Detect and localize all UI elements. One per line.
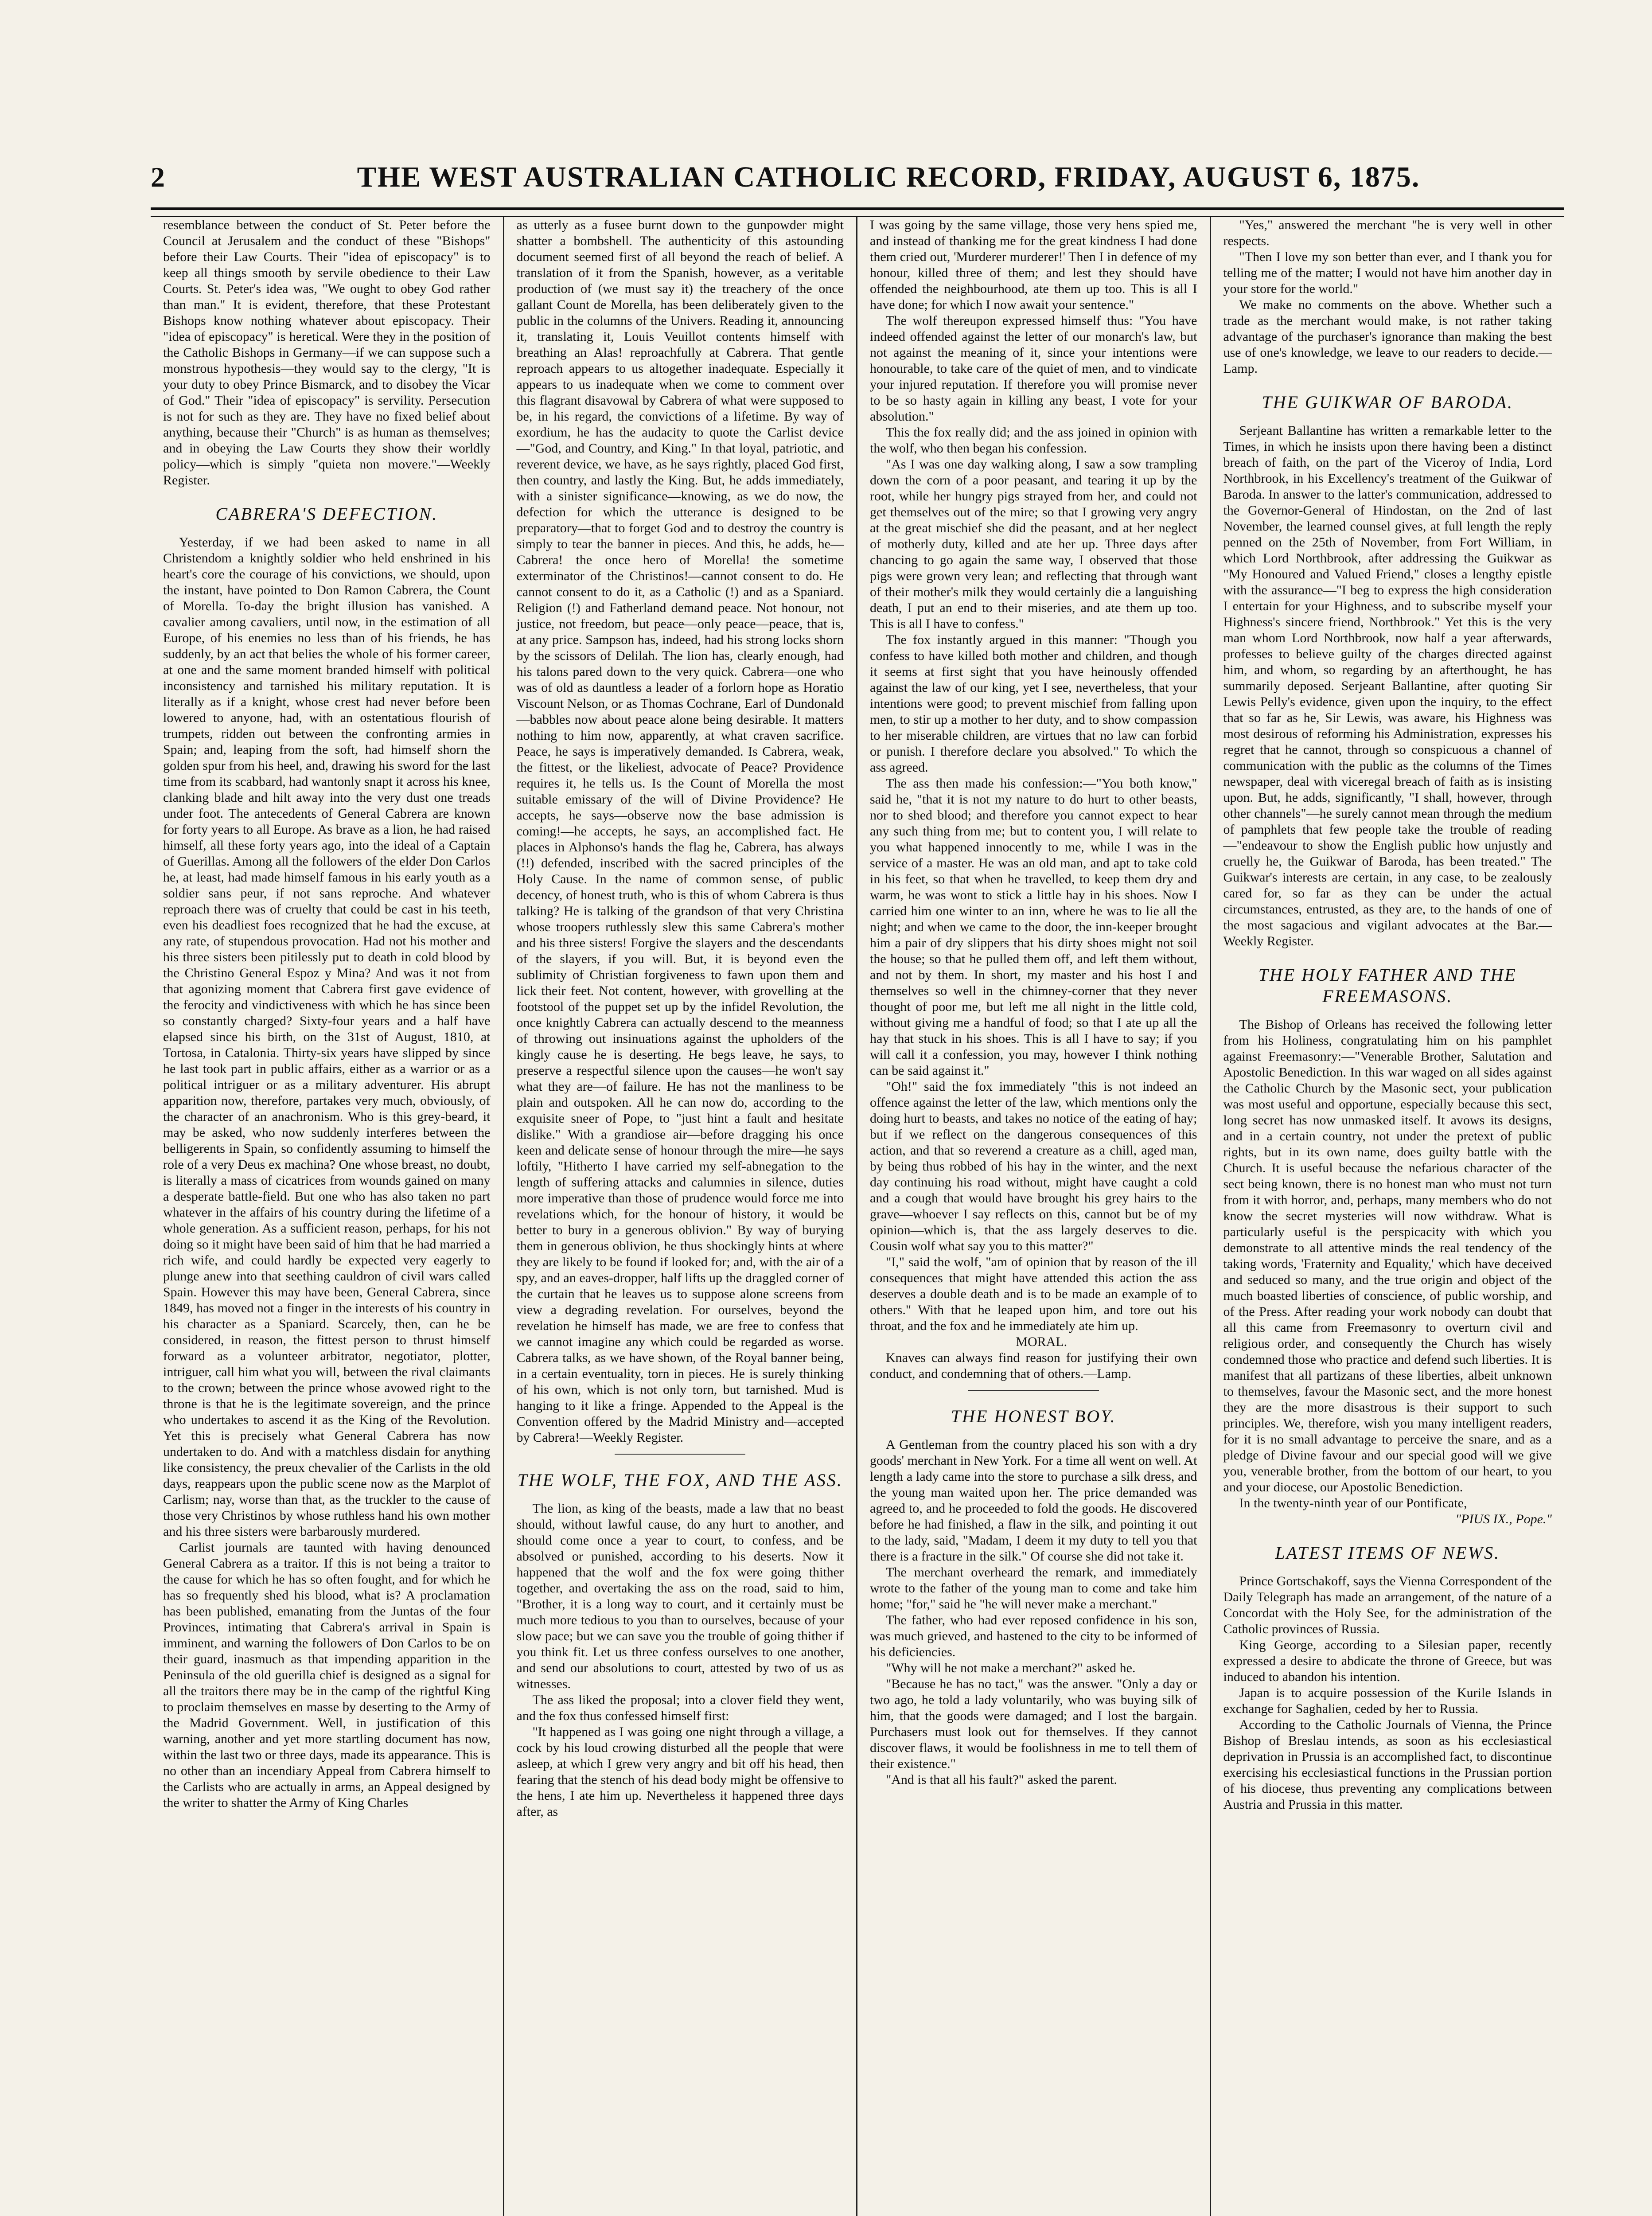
article-text: This the fox really did; and the ass joined in opinion with the wolf, who then began his confession.	[870, 425, 1197, 456]
article-text: "And is that all his fault?" asked the parent.	[886, 1772, 1117, 1787]
section-divider	[968, 1390, 1099, 1391]
article-text: "Why will he not make a merchant?" asked he.	[886, 1661, 1136, 1675]
article-text: The father, who had ever reposed confidence in his son, was much grieved, and hastened to the city to be informed of his deficiencies.	[870, 1613, 1197, 1659]
article-text: Japan is to acquire possession of the Kurile Islands in exchange for Saghalien, ceded by her to Russia.	[1223, 1685, 1552, 1716]
page-header	[151, 151, 1564, 204]
article-text: "It happened as I was going one night through a village, a cock by his loud crowing disturbed all the people that were asleep, at which I grew very angry and bit off his head, then fearing that the stench of his dead body might be offensive to the hens, I ate him up. Nevertheless it happened three days after, as	[516, 1724, 844, 1819]
article-text: "I," said the wolf, "am of opinion that by reason of the ill consequences that might have attended this action the ass deserves a double death and is to be made an example of to others." With that he leaped upon him, and tore out his throat, and the fox and he immediately ate him up.	[870, 1255, 1197, 1333]
section-title: THE WOLF, THE FOX, AND THE ASS.	[517, 1470, 843, 1490]
article-text: The ass liked the proposal; into a clover field they went, and the fox thus confessed himself first:	[516, 1693, 844, 1723]
section-title: CABRERA'S DEFECTION.	[215, 504, 438, 524]
article-text: King George, according to a Silesian paper, recently expressed a desire to abdicate the throne of Greece, but was induced to abandon his intention.	[1223, 1638, 1552, 1684]
newspaper-page	[151, 151, 1564, 2216]
column-4	[1211, 217, 1565, 2216]
article-text: A Gentleman from the country placed his son with a dry goods' merchant in New York. For a time all went on well. At length a lady came into the store to purchase a silk dress, and the young man waited upon her. The price demanded was agreed to, and he proceeded to fold the goods. He discovered before he had finished, a flaw in the silk, and pointing it out to the lady, said, "Madam, I deem it my duty to tell you that there is a fracture in the silk." Of course she did not take it.	[870, 1437, 1197, 1564]
article-text: I was going by the same village, those very hens spied me, and instead of thanking me for the great kindness I had done them cried out, 'Murderer murderer!' Then I in defence of my honour, killed three of them; and lest they should have offended the neighbourhood, ate them up too. This is all I have done; for which I now await your sentence."	[870, 218, 1197, 312]
article-text: In the twenty-ninth year of our Pontificate,	[1239, 1496, 1467, 1510]
article-text: The Bishop of Orleans has received the following letter from his Holiness, congratulating him on his pamphlet against Freemasonry:—"Venerable Brother, Salutation and Apostolic Benediction. In this war waged on all sides against the Catholic Church by the Masonic sect, your publication was most useful and opportune, especially because this sect, long secret has now unmasked itself. It avows its designs, and in a certain country, not under the pretext of public rights, but in its own name, does guilty battle with the Church. It is useful because the nefarious character of the sect being known, there is no honest man who must not turn from it with horror, and, perhaps, many members who do not know the secret mysteries will now withdraw. What is particularly useful is the perspicacity with which you demonstrate to all attentive minds the real tendency of the taking words, 'Fraternity and Equality,' which have deceived and seduced so many, and the true origin and object of the much boasted liberties of conscience, of public worship, and of the Press. After reading your work nobody can doubt that all this came from Freemasonry to overturn civil and religious order, and consequently the Church has wisely condemned those who practice and defend such liberties. It is manifest that all partizans of these liberties, albeit unknown to themselves, favour the Masonic sect, and the more honest they are the more disastrous is their support to such principles. We, therefore, wish you many intelligent readers, for it is no small advantage to perceive the snare, and as a pledge of Divine favour and our special good will we give you, venerable brother, from the bottom of our heart, to you and your diocese, our Apostolic Benediction.	[1223, 1017, 1552, 1494]
moral-heading: MORAL.	[1016, 1334, 1068, 1349]
section-title: THE GUIKWAR OF BARODA.	[1262, 392, 1514, 412]
article-text: "Because he has no tact," was the answer. "Only a day or two ago, he told a lady voluntarily, who was buying silk of him, that the goods were damaged; and I lost the bargain. Purchasers must look out for themselves. If they cannot discover flaws, it would be foolishness in me to tell them of their existence."	[870, 1677, 1197, 1771]
signature: "PIUS IX., Pope."	[1455, 1512, 1552, 1526]
article-text: Serjeant Ballantine has written a remarkable letter to the Times, in which he insists upon there having been a distinct breach of faith, on the part of the Viceroy of India, Lord Northbrook, in his Excellency's treatment of the Guikwar of Baroda. In answer to the latter's communication, addressed to the Governor-General of Hindostan, on the 2nd of last November, the learned counsel gives, at full length the reply penned on the 25th of November, from Fort William, in which Lord Northbrook, after addressing the Guikwar as "My Honoured and Valued Friend," closes a lengthy epistle with the assurance—"I beg to express the high consideration I entertain for your Highness, and to subscribe myself your Highness's sincere friend, Northbrook." Yet this is the very man whom Lord Northbrook, now half a year afterwards, professes to believe guilty of the charges directed against him, and whom, so regarding by an afterthought, he has summarily deposed. Serjeant Ballantine, after quoting Sir Lewis Pelly's evidence, given upon the inquiry, to the effect that so far as he, Sir Lewis, was aware, his Highness was most desirous of reforming his Administration, expresses his regret that he cannot, through so conspicuous a channel of communication with the public as the columns of the Times newspaper, deal with viceregal breach of faith as is insisting upon. But, he adds, significantly, "I shall, however, through other channels"—he surely cannot mean through the medium of pamphlets that few people take the trouble of reading—"endeavour to show the English public how unjustly and cruelly he, the Guikwar of Baroda, has been treated." The Guikwar's interests are certain, in any case, to be zealously cared for, so far as they can be under the actual circumstances, entrusted, as they are, to the hands of one of the most sagacious and vigilant advocates at the Bar.—Weekly Register.	[1223, 423, 1552, 948]
section-title: THE HONEST BOY.	[951, 1406, 1116, 1426]
column-1	[151, 217, 504, 2216]
article-text: "Yes," answered the merchant "he is very well in other respects.	[1223, 218, 1552, 248]
article-text: Yesterday, if we had been asked to name in all Christendom a knightly soldier who held enshrined in his heart's core the courage of his convictions, we should, upon the instant, have pointed to Don Ramon Cabrera, the Count of Morella. To-day the bright illusion has vanished. A cavalier among cavaliers, until now, in the estimation of all Europe, of his enemies no less than of his friends, he has suddenly, by an act that belies the whole of his former career, at one and the same moment branded himself with political inconsistency and tarnished his military reputation. It is literally as if a knight, whose crest had never before been lowered to anyone, had, with an ostentatious flourish of trumpets, ridden out between the confronting armies in Spain; and, leaping from the soft, had himself shorn the golden spur from his heel, and, drawing his sword for the last time from its scabbard, had wantonly snapt it across his knee, clanking blade and hilt away into the very dust one treads under foot. The antecedents of General Cabrera are known for forty years to all Europe. As brave as a lion, he had raised himself, all these forty years ago, into the ideal of a Captain of Guerillas. Among all the followers of the elder Don Carlos he, at least, had made himself famous in his early youth as a soldier sans peur, if not sans reproche. And whatever reproach there was of cruelty that could be cast in his teeth, even his deadliest foes recognized that he had the excuse, at any rate, of stupendous provocation. Had not his mother and his three sisters been pitilessly put to death in cold blood by the Christino General Espoz y Mina? And was it not from that agonizing moment that Cabrera first gave evidence of the ferocity and vindictiveness with which he has since been so constantly charged? Sixty-four years and a half have elapsed since his birth, on the 31st of August, 1810, at Tortosa, in Catalonia. Thirty-six years have slipped by since he last took part in public affairs, either as a warrior or as a political intriguer or as a military adventurer. His abrupt apparition now, therefore, partakes very much, obviously, of the character of an anachronism. Who is this grey-beard, it may be asked, who now suddenly interferes between the belligerents in Spain, so confidently assuming to himself the role of a very Deus ex machina? One whose breast, no doubt, is literally a mass of cicatrices from wounds gained on many a desperate battle-field. But one who has also taken no part whatever in the affairs of his country during the lifetime of a whole generation. As a sufficient reason, perhaps, for his not doing so it might have been said of him that he had married a rich wife, and could hardly be expected very eagerly to plunge anew into that seething cauldron of civil wars called Spain. However this may have been, General Cabrera, since 1849, has moved not a finger in the interests of his country in his character as a Spaniard. Scarcely, then, can he be considered, in reason, the fittest person to thrust himself forward as a volunteer arbitrator, negotiator, plotter, intriguer, call him what you will, between the rival claimants to the crown; between the prince whose avowed right to the throne is that he is the legitimate sovereign, and the prince who undertakes to ascend it as the King of the Revolution. Yet this is precisely what General Cabrera has now undertaken to do. And with a matchless disdain for anything like consistency, the preux chevalier of the Carlists in the old days, reappears upon the public scene now as the Marplot of Carlism; nay, worse than that, as the truckler to the cause of those very Christinos by whose ruthless hand his own mother and his three sisters were barbarously murdered.	[163, 535, 491, 1539]
column-2	[504, 217, 858, 2216]
page-number: 2	[151, 161, 165, 193]
section-title: THE HOLY FATHER AND THE FREEMASONS.	[1258, 965, 1517, 1006]
article-text: We make no comments on the above. Whether such a trade as the merchant would make, is not rather taking advantage of the purchaser's ignorance than making the best use of one's knowledge, we leave to our readers to decide.—Lamp.	[1223, 297, 1552, 376]
section-divider	[615, 1454, 745, 1455]
masthead-title: THE WEST AUSTRALIAN CATHOLIC RECORD, FRIDAY, AUGUST 6, 1875.	[357, 161, 1420, 193]
article-columns	[151, 217, 1564, 2216]
article-text: resemblance between the conduct of St. Peter before the Council at Jerusalem and the conduct of these "Bishops" before their Law Courts. Their "idea of episcopacy" is to keep all things smooth by servile obedience to their Law Courts. St. Peter's idea was, "We ought to obey God rather than man." It is evident, therefore, that these Protestant Bishops know nothing whatever about episcopacy. Their "idea of episcopacy" is heretical. Were they in the position of the Catholic Bishops in Germany—if we can suppose such a monstrous hypothesis—they would say to the clergy, "It is your duty to obey Prince Bismarck, and to disobey the Vicar of God." Their "idea of episcopacy" is servility. Persecution is not for such as they are. They have no fixed belief about anything, because their "Church" is as human as themselves; and in obeying the Law Courts they show their worldly policy—which is simply "quieta non movere."—Weekly Register.	[163, 218, 491, 488]
article-text: The fox instantly argued in this manner: "Though you confess to have killed both mother and children, and though it seems at first sight that you have heinously offended against the law of our king, yet I see, nevertheless, that your intentions were good; to prevent mischief from falling upon men, to stir up a mother to her duty, and to show compassion to her miserable children, are virtues that no law can forbid or punish. I therefore declare you absolved." To which the ass agreed.	[870, 632, 1197, 775]
section-title: LATEST ITEMS OF NEWS.	[1275, 1543, 1500, 1563]
article-text: The ass then made his confession:—"You both know," said he, "that it is not my nature to do hurt to other beasts, nor to shed blood; and therefore you cannot expect to hear any such thing from me; but to content you, I will relate to you what happened innocently to me, while I was in the service of a master. He was an old man, and apt to take cold in his feet, so that when he travelled, to keep them dry and warm, he was wont to stick a little hay in his shoes. Now I carried him one winter to an inn, where he was to lie all the night; and when we came to the door, the inn-keeper brought him a pair of dry slippers that his dirty shoes might not soil the house; so that he pulled them off, and left them without, and not by them. In short, my master and his host I and themselves so well in the chimney-corner that they never thought of poor me, but left me all night in the little cold, without giving me a handful of food; so that I ate up all the hay that stuck in his shoes. This is all I have to say; if you will call it a confession, you may, however I think nothing can be said against it."	[870, 776, 1197, 1078]
article-text: as utterly as a fusee burnt down to the gunpowder might shatter a bombshell. The authenticity of this astounding document seemed first of all beyond the reach of belief. A translation of it from the Spanish, however, as a veritable production of (we must say it) the treachery of the once gallant Count de Morella, has been deliberately given to the public in the columns of the Univers. Reading it, announcing it, translating it, Louis Veuillot contents himself with breathing an Alas! reproachfully at Cabrera. That gentle reproach appears to us altogether inadequate. Especially it appears to us inadequate when we come to comment over this flagrant disavowal by Cabrera of what were supposed to be, in his regard, the convictions of a lifetime. By way of exordium, he has the audacity to quote the Carlist device—"God, and Country, and King." In that loyal, patriotic, and reverent device, we have, as he says rightly, placed God first, then country, and lastly the King. But, he adds immediately, with a sinister significance—knowing, as we do now, the defection for which the utterance is designed to be preparatory—that to forget God and to destroy the country is simply to tear the banner in pieces. And this, he adds, he—Cabrera! the once hero of Morella! the sometime exterminator of the Christinos!—cannot consent to do. He cannot consent to do it, as a Catholic (!) and as a Spaniard. Religion (!) and Fatherland demand peace. Not honour, not justice, not freedom, but peace—only peace—peace, that is, at any price. Sampson has, indeed, had his strong locks shorn by the scissors of Delilah. The lion has, clearly enough, had his talons pared down to the very quick. Cabrera—one who was of old as dauntless a leader of a forlorn hope as Horatio Viscount Nelson, or as Thomas Cochrane, Earl of Dundonald—babbles now about peace alone being desirable. It matters nothing to him now, apparently, at what craven sacrifice. Peace, he says is imperatively demanded. Is Cabrera, weak, the fittest, or the likeliest, advocate of Peace? Providence requires it, he tells us. Is the Count of Morella the most suitable emissary of the will of Divine Providence? He accepts, he says—observe now the base admission is coming!—he accepts, he says, an accomplished fact. He places in Alphonso's hands the flag he, Cabrera, has always (!!) defended, inscribed with the sacred principles of the Holy Cause. In the name of common sense, of public decency, of honest truth, who is this of whom Cabrera is thus talking? He is talking of the grandson of that very Christina whose troopers ruthlessly slew this same Cabrera's mother and his three sisters! Forgive the slayers and the descendants of the slayers, if you will. But, it is beyond even the sublimity of Christian forgiveness to fawn upon them and lick their feet. Not content, however, with grovelling at the footstool of the puppet set up by the infidel Revolution, the once knightly Cabrera can actually descend to the meanness of throwing out insinuations against the upholders of the kingly cause he is deserting. He begs leave, he says, to preserve a respectful silence upon the causes—he won't say what they are—of failure. He has not the manliness to be plain and outspoken. All he can now do, according to the exquisite sneer of Pope, to "just hint a fault and hesitate dislike." With a grandiose air—before dragging his once keen and delicate sense of honour through the mire—he says loftily, "Hitherto I have carried my self-abnegation to the length of suffering attacks and calumnies in silence, duties more imperative than those of prudence would force me into revelations which, for the honour of history, it would be better to bury in a generous oblivion." By way of burying them in generous oblivion, he thus shockingly hints at where they are likely to be found if looked for; and, with the air of a spy, and an eaves-dropper, half lifts up the draggled corner of the curtain that he leaves us to suppose alone screens from view a degrading revelation. For ourselves, beyond the revelation he himself has made, we are free to confess that we cannot imagine any which could be regarded as worse. Cabrera talks, as we have shown, of the Royal banner being, in a certain eventuality, torn in pieces. He is surely thinking of his own, which is not only torn, but tarnished. Mud is hanging to it like a fringe. Appended to the Appeal is the Convention offered by the Madrid Ministry and—accepted by Cabrera!—Weekly Register.	[516, 218, 844, 1445]
article-text: "Oh!" said the fox immediately "this is not indeed an offence against the letter of the law, which mentions only the doing hurt to beasts, and takes no notice of the eating of hay; but if we reflect on the dangerous consequences of this action, and that so reverend a creature as a chill, aged man, by being thus robbed of his hay in the winter, and the next day continuing his road without, might have caught a cold and a cough that would have brought his grey hairs to the grave—whoever I say reflects on this, cannot but be of my opinion—which is, that the ass largely deserves to die. Cousin wolf what say you to this matter?"	[870, 1079, 1197, 1253]
article-text: The merchant overheard the remark, and immediately wrote to the father of the young man to come and take him home; "for," said he "he will never make a merchant."	[870, 1565, 1197, 1611]
header-rule	[151, 207, 1564, 217]
article-text: Prince Gortschakoff, says the Vienna Correspondent of the Daily Telegraph has made an arrangement, of the nature of a Concordat with the Holy See, for the administration of the Catholic provinces of Russia.	[1223, 1574, 1552, 1636]
article-text: "Then I love my son better than ever, and I thank you for telling me of the matter; I would not have him another day in your store for the world."	[1223, 250, 1552, 296]
article-text: Carlist journals are taunted with having denounced General Cabrera as a traitor. If this is not being a traitor to the cause for which he has so often fought, and for which he has so frequently shed his blood, what is? A proclamation has been published, emanating from the Juntas of the four Provinces, intimating that Cabrera's arrival in Spain is imminent, and warning the followers of Don Carlos to be on their guard, inasmuch as that impending apparition in the Peninsula of the old guerilla chief is designed as a signal for all the traitors there may be in the camp of the rightful King to proclaim themselves en masse by deserting to the Army of the Madrid Government. Well, in justification of this warning, another and yet more startling document has now, within the last two or three days, made its appearance. This is no other than an incendiary Appeal from Cabrera himself to the Carlists who are actually in arms, an Appeal designed by the writer to shatter the Army of King Charles	[163, 1540, 491, 1810]
article-text: The lion, as king of the beasts, made a law that no beast should, without lawful cause, do any hurt to another, and should come once a year to court, to confess, and be absolved or punished, according to his deserts. Now it happened that the wolf and the fox were going thither together, and overtaking the ass on the road, said to him, "Brother, it is a long way to court, and it certainly must be much more tedious to you than to ourselves, because of your slow pace; but we can save you the trouble of going thither if you think fit. Let us three confess ourselves to one another, and send our absolutions to court, attested by two of us as witnesses.	[516, 1501, 844, 1691]
article-text: Knaves can always find reason for justifying their own conduct, and condemning that of others.—Lamp.	[870, 1350, 1197, 1381]
article-text: "As I was one day walking along, I saw a sow trampling down the corn of a poor peasant, and tearing it up by the root, while her hungry pigs strayed from her, and could not get themselves out of the mire; so that I growing very angry at the great mischief she did the peasant, and at her neglect of motherly duty, killed and ate her up. Three days after chancing to go again the same way, I observed that those pigs were grown very lean; and reflecting that through want of their mother's milk they would certainly die a languishing death, I put an end to their miseries, and ate them up too. This is all I have to confess."	[870, 457, 1197, 631]
article-text: According to the Catholic Journals of Vienna, the Prince Bishop of Breslau intends, as soon as his ecclesiastical deprivation in Prussia is an accomplished fact, to discontinue exercising his ecclesiastical functions in the Prussian portion of his diocese, thus preventing any complications between Austria and Prussia in this matter.	[1223, 1717, 1552, 1812]
article-text: The wolf thereupon expressed himself thus: "You have indeed offended against the letter of our monarch's law, but not against the meaning of it, since your intentions were honourable, to take care of the quiet of men, and to vindicate your injured reputation. If therefore you will promise never to be so hasty again in killing any beast, I vote for your absolution."	[870, 313, 1197, 424]
column-3	[857, 217, 1211, 2216]
